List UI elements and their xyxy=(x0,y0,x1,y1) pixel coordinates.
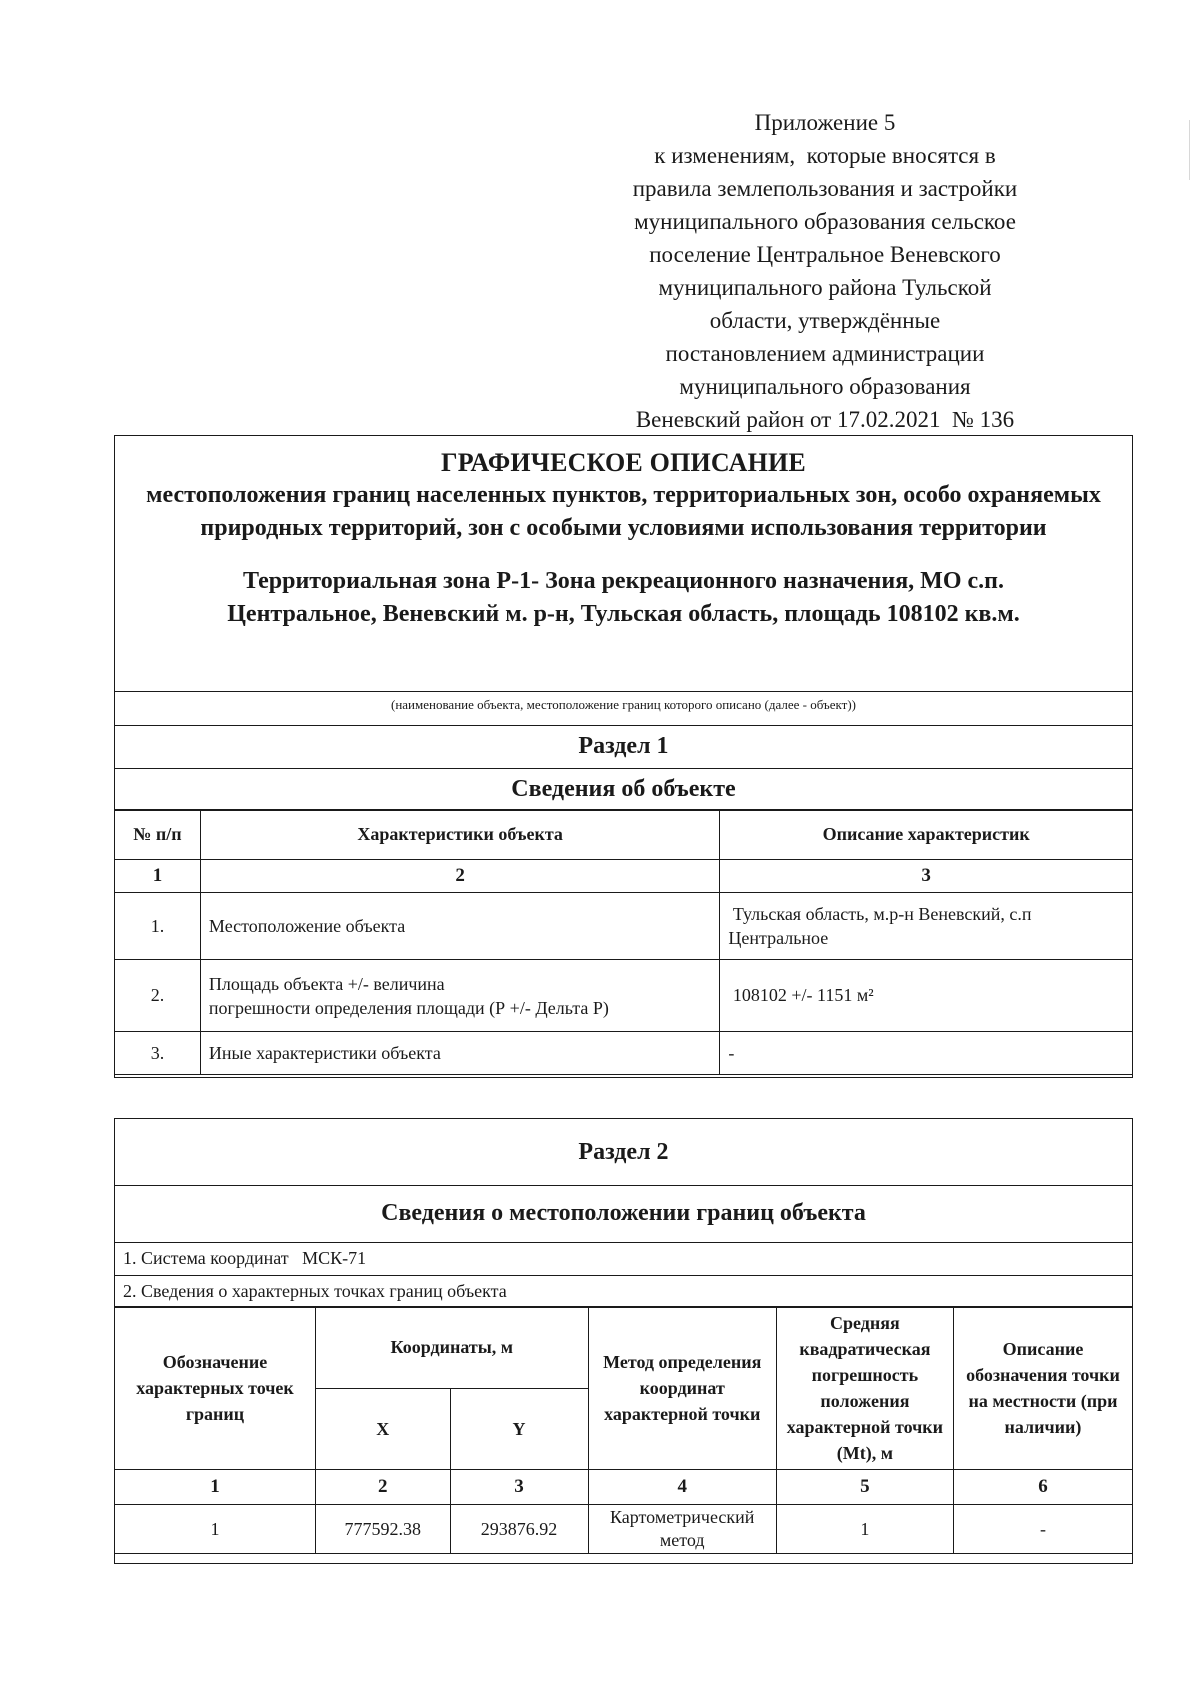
section1-subtitle: Сведения об объекте xyxy=(115,768,1132,811)
characteristic-name: Местоположение объекта xyxy=(200,893,719,960)
coordinate-system: 1. Система координат МСК-71 xyxy=(115,1242,1132,1276)
table-header-row xyxy=(115,810,1133,860)
row-number: 3. xyxy=(115,1032,201,1075)
object-name-note: (наименование объекта, местоположение границ которого описано (далее - объект)) xyxy=(115,691,1132,726)
appendix-line: Веневский район от 17.02.2021 № 136 xyxy=(635,407,1015,432)
column-header: Обозначение характерных точек границ xyxy=(115,1307,316,1470)
column-number-row xyxy=(115,1470,1133,1505)
zone-description xyxy=(129,565,1119,631)
appendix-line: Приложение 5 xyxy=(754,110,896,135)
column-header: Описание обозначения точки на местности (при наличии) xyxy=(953,1307,1132,1470)
document-subtitle: местоположения границ населенных пунктов, территориальных зон, особо охраняемых природных территорий, зон с особыми условиями использования территории xyxy=(146,482,1101,541)
column-number: 3 xyxy=(450,1470,588,1505)
table-row xyxy=(115,1505,1133,1554)
appendix-line: области, утверждённые xyxy=(709,308,941,333)
column-number: 2 xyxy=(316,1470,451,1505)
column-header-y: Y xyxy=(450,1388,588,1470)
table-header-row xyxy=(115,1307,1133,1389)
column-header-x: X xyxy=(316,1388,451,1470)
table-row xyxy=(115,960,1133,1032)
column-header: № п/п xyxy=(115,810,201,860)
section2-subtitle: Сведения о местоположении границ объекта xyxy=(115,1185,1132,1243)
column-number: 5 xyxy=(776,1470,953,1505)
point-method: Картометрический метод xyxy=(588,1505,776,1554)
column-number-row xyxy=(115,860,1133,893)
column-header: Характеристики объекта xyxy=(200,810,719,860)
row-number: 1. xyxy=(115,893,201,960)
point-y: 293876.92 xyxy=(450,1505,588,1554)
document-heading xyxy=(115,436,1132,691)
characteristic-name: Иные характеристики объекта xyxy=(200,1032,719,1075)
column-number: 3 xyxy=(720,860,1133,893)
column-number: 1 xyxy=(115,1470,316,1505)
table-row xyxy=(115,893,1133,960)
column-number: 4 xyxy=(588,1470,776,1505)
characteristic-name-line: погрешности определения площади (Р +/- Дельта Р) xyxy=(208,997,609,1018)
column-number: 2 xyxy=(200,860,719,893)
point-description: - xyxy=(953,1505,1132,1554)
column-number: 1 xyxy=(115,860,201,893)
points-caption: 2. Сведения о характерных точках границ объекта xyxy=(115,1275,1132,1308)
section2-frame xyxy=(114,1118,1133,1564)
appendix-line: муниципального образования сельское xyxy=(634,209,1016,234)
point-accuracy: 1 xyxy=(776,1505,953,1554)
zone-line: Центральное, Веневский м. р-н, Тульская область, площадь 108102 кв.м. xyxy=(227,601,1020,627)
column-header: Метод определения координат характерной точки xyxy=(588,1307,776,1470)
appendix-line: к изменениям, которые вносятся в xyxy=(654,143,996,168)
characteristic-value: 108102 +/- 1151 м² xyxy=(720,960,1133,1032)
characteristic-name xyxy=(200,960,719,1032)
characteristic-value: - xyxy=(720,1032,1133,1075)
scan-edge-mark xyxy=(1189,120,1190,180)
characteristic-value: Тульская область, м.р-н Веневский, с.п Центральное xyxy=(720,893,1133,960)
appendix-line: муниципального образования xyxy=(679,374,971,399)
section1-title: Раздел 1 xyxy=(115,724,1132,769)
table-row xyxy=(115,1032,1133,1075)
row-number: 2. xyxy=(115,960,201,1032)
zone-line: Территориальная зона Р-1- Зона рекреационного назначения, МО с.п. xyxy=(243,568,1004,594)
point-x: 777592.38 xyxy=(316,1505,451,1554)
characteristic-name-line: Площадь объекта +/- величина xyxy=(208,973,445,994)
section1-frame xyxy=(114,435,1133,1078)
appendix-line: муниципального района Тульской xyxy=(658,275,992,300)
appendix-header xyxy=(590,106,1060,436)
column-header: Координаты, м xyxy=(316,1307,589,1389)
appendix-line: постановлением администрации xyxy=(665,341,985,366)
boundary-points-table xyxy=(114,1306,1133,1554)
section2-title: Раздел 2 xyxy=(115,1119,1132,1186)
point-designation: 1 xyxy=(115,1505,316,1554)
object-info-table xyxy=(114,809,1133,1075)
column-header: Средняя квадратическая погрешность положения характерной точки (Mt), м xyxy=(776,1307,953,1470)
document-title: ГРАФИЧЕСКОЕ ОПИСАНИЕ xyxy=(441,448,806,477)
column-number: 6 xyxy=(953,1470,1132,1505)
appendix-line: правила землепользования и застройки xyxy=(632,176,1018,201)
column-header: Описание характеристик xyxy=(720,810,1133,860)
appendix-line: поселение Центральное Веневского xyxy=(649,242,1001,267)
